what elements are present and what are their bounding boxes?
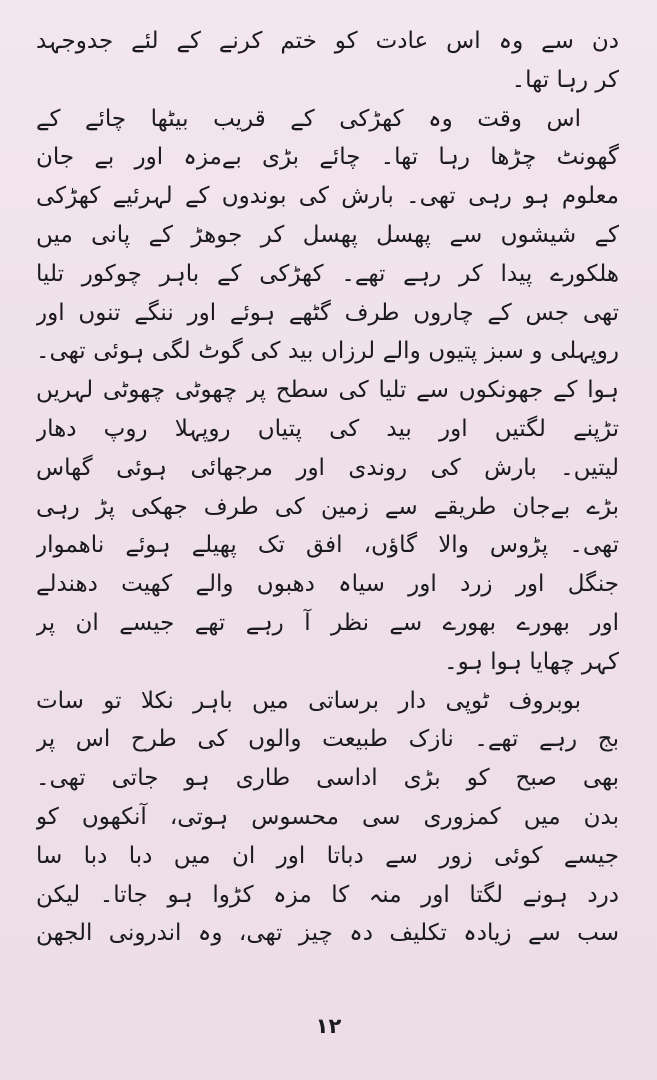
text-line: تڑپنے لگتیں اور بید کی پتیاں روپہلا روپ دھار xyxy=(36,415,619,442)
text-line: تھی جس کے چاروں طرف گٹھے ہوئے اور ننگے تنوں اور xyxy=(36,299,619,326)
text-line: کہر چھایا ہوا ہو۔ xyxy=(444,648,619,675)
text-line: اور بھورے بھورے سے نظر آ رہے تھے جیسے ان پر xyxy=(36,609,619,636)
text-line: کے شیشوں سے پھسل پھسل کر جوھڑ کے پانی میں xyxy=(36,221,619,248)
text-line: جیسے کوئی زور سے دباتا اور ان میں دبا دبا سا xyxy=(36,842,619,869)
text-line: بدن میں کمزوری سی محسوس ہوتی، آنکھوں کو xyxy=(36,803,619,830)
text-line: معلوم ہو رہی تھی۔ بارش کی بوندوں کے لہرئیے کھڑکی xyxy=(36,183,619,210)
text-line: تھی۔ پڑوس والا گاؤں، افق تک پھیلے ہوئے ناھموار xyxy=(36,532,619,559)
page-number: ١٢ xyxy=(315,1014,342,1038)
body-text xyxy=(36,22,619,953)
text-line: کر رہا تھا۔ xyxy=(511,66,619,93)
text-line: ھلکورے پیدا کر رہے تھے۔ کھڑکی کے باہر چوکور تلیا xyxy=(36,260,619,287)
text-line: دن سے وہ اس عادت کو ختم کرنے کے لئے جدوجہد xyxy=(36,28,619,54)
text-line: سب سے زیادہ تکلیف دہ چیز تھی، وہ اندرونی الجھن xyxy=(36,920,619,947)
text-line: روپہلی و سبز پتیوں والے لرزاں بید کی گوٹ لگی ہوئی تھی۔ xyxy=(36,338,619,365)
text-line: بوبروف ٹوپی دار برساتی میں باہر نکلا تو سات xyxy=(36,687,581,714)
text-line: گھونٹ چڑھا رہا تھا۔ چائے بڑی بےمزہ اور بے جان xyxy=(36,144,619,171)
text-line: بڑے بےجان طریقے سے زمین کی طرف جھکی پڑ رہی xyxy=(36,493,619,520)
text-line: اس وقت وہ کھڑکی کے قریب بیٹھا چائے کے xyxy=(36,105,581,132)
text-line: ہوا کے جھونکوں سے تلیا کی سطح پر چھوٹی چھوٹی لہریں xyxy=(36,377,619,404)
text-line: لیتیں۔ بارش کی روندی اور مرجھائی ہوئی گھاس xyxy=(36,454,619,481)
text-line: درد ہونے لگتا اور منہ کا مزہ کڑوا ہو جاتا۔ لیکن xyxy=(36,881,619,908)
text-line: بج رہے تھے۔ نازک طبیعت والوں کی طرح اس پر xyxy=(36,726,619,753)
text-line: جنگل اور زرد اور سیاہ دھبوں والے کھیت دھندلے xyxy=(36,571,619,598)
text-line: بھی صبح کو بڑی اداسی طاری ہو جاتی تھی۔ xyxy=(36,765,619,792)
